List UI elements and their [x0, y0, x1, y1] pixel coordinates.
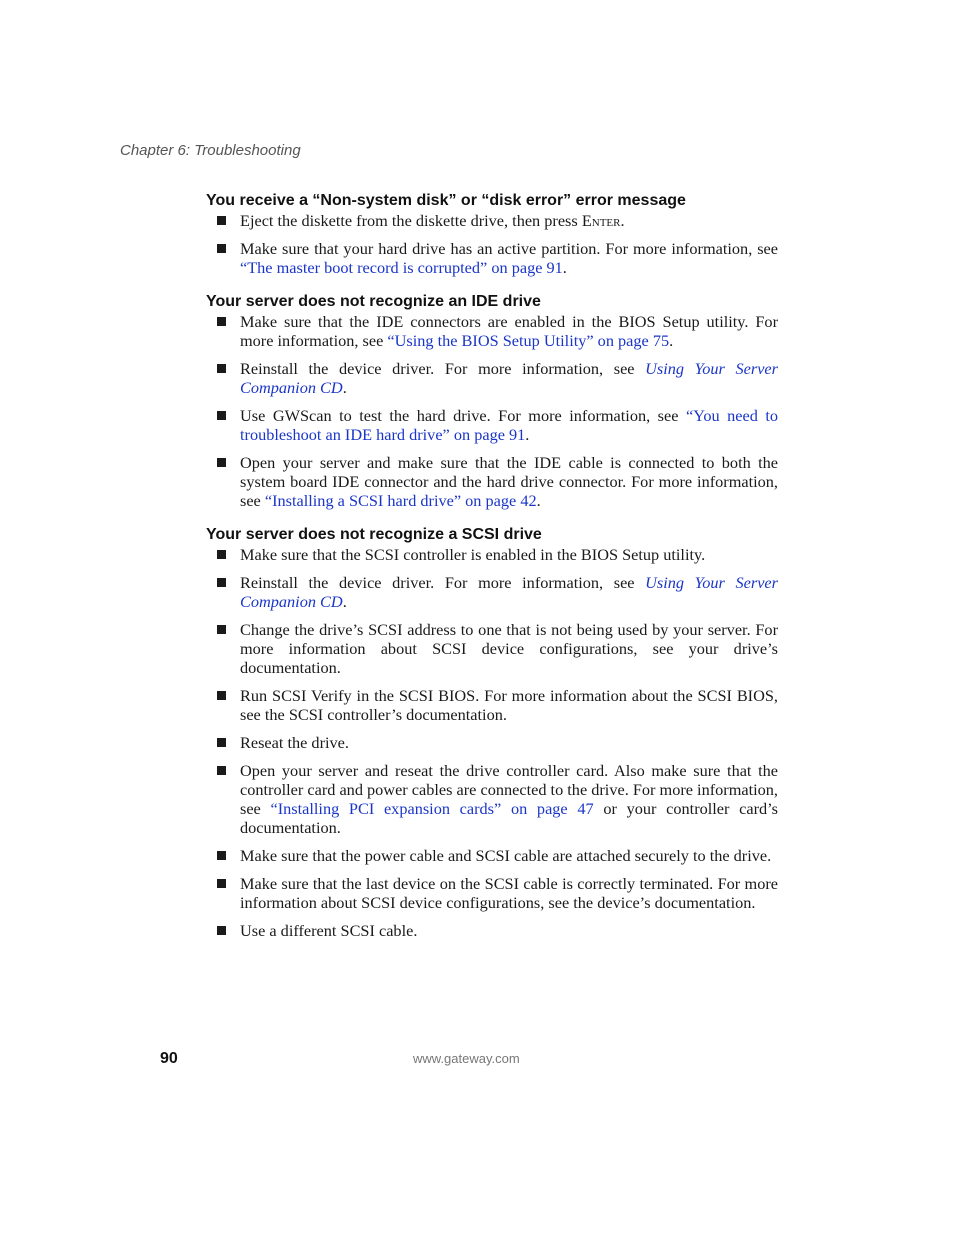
list-item: Make sure that the power cable and SCSI cable are attached securely to the drive. — [206, 846, 778, 865]
bullet-icon — [217, 578, 226, 587]
bullet-icon — [217, 926, 226, 935]
cross-reference-link[interactable]: “Using the BIOS Setup Utility” on page 75 — [387, 331, 670, 350]
section-heading: Your server does not recognize an IDE drive — [206, 293, 541, 310]
bullet-icon — [217, 691, 226, 700]
cross-reference-link[interactable]: “The master boot record is corrupted” on page 91 — [240, 258, 563, 277]
list-item: Make sure that the SCSI controller is enabled in the BIOS Setup utility. — [206, 545, 778, 564]
section-ide-drive — [206, 292, 778, 510]
footer-url: www.gateway.com — [413, 1051, 520, 1066]
bullet-list — [206, 545, 778, 940]
bullet-icon — [217, 550, 226, 559]
list-item: Open your server and make sure that the IDE cable is connected to both the system board IDE connector and the hard drive connector. For more information, see “Installing a SCSI hard drive” on page 42. — [206, 453, 778, 510]
cross-reference-link[interactable]: “Installing PCI expansion cards” on page 47 — [270, 799, 594, 818]
bullet-icon — [217, 216, 226, 225]
bullet-list — [206, 211, 778, 277]
bullet-icon — [217, 851, 226, 860]
list-item: Eject the diskette from the diskette drive, then press Enter. — [206, 211, 778, 230]
cross-reference-link[interactable]: “Installing a SCSI hard drive” on page 42 — [264, 491, 537, 510]
list-item: Change the drive’s SCSI address to one that is not being used by your server. For more information about SCSI device configurations, see your drive’s documentation. — [206, 620, 778, 677]
section-scsi-drive — [206, 525, 778, 940]
bullet-icon — [217, 317, 226, 326]
list-item: Run SCSI Verify in the SCSI BIOS. For more information about the SCSI BIOS, see the SCSI controller’s documentation. — [206, 686, 778, 724]
bullet-icon — [217, 411, 226, 420]
list-item: Use a different SCSI cable. — [206, 921, 778, 940]
bullet-icon — [217, 738, 226, 747]
section-nonsystem-disk — [206, 191, 778, 277]
list-item: Reinstall the device driver. For more information, see Using Your Server Companion CD. — [206, 573, 778, 611]
list-item: Reinstall the device driver. For more information, see Using Your Server Companion CD. — [206, 359, 778, 397]
key-name: Enter — [581, 211, 621, 230]
main-content — [206, 191, 778, 955]
bullet-icon — [217, 364, 226, 373]
companion-cd-link[interactable]: Using Your Server Companion CD — [240, 359, 778, 397]
cross-reference-link[interactable]: “You need to troubleshoot an IDE hard drive” on page 91 — [240, 406, 778, 444]
bullet-icon — [217, 458, 226, 467]
list-item: Use GWScan to test the hard drive. For more information, see “You need to troubleshoot an IDE hard drive” on page 91. — [206, 406, 778, 444]
bullet-list — [206, 312, 778, 510]
companion-cd-link[interactable]: Using Your Server Companion CD — [240, 573, 778, 611]
bullet-icon — [217, 625, 226, 634]
section-heading: Your server does not recognize a SCSI drive — [206, 526, 542, 543]
bullet-icon — [217, 879, 226, 888]
page-number: 90 — [160, 1050, 178, 1067]
bullet-icon — [217, 766, 226, 775]
chapter-header: Chapter 6: Troubleshooting — [120, 142, 301, 159]
list-item: Make sure that the last device on the SCSI cable is correctly terminated. For more information about SCSI device configurations, see the device’s documentation. — [206, 874, 778, 912]
list-item: Open your server and reseat the drive controller card. Also make sure that the controller card and power cables are connected to the drive. For more information, see “Installing PCI expansion cards” on page 47 or your controller card’s documentation. — [206, 761, 778, 837]
bullet-icon — [217, 244, 226, 253]
list-item: Reseat the drive. — [206, 733, 778, 752]
list-item: Make sure that your hard drive has an active partition. For more information, see “The master boot record is corrupted” on page 91. — [206, 239, 778, 277]
list-item: Make sure that the IDE connectors are enabled in the BIOS Setup utility. For more information, see “Using the BIOS Setup Utility” on page 75. — [206, 312, 778, 350]
section-heading: You receive a “Non-system disk” or “disk error” error message — [206, 192, 686, 209]
